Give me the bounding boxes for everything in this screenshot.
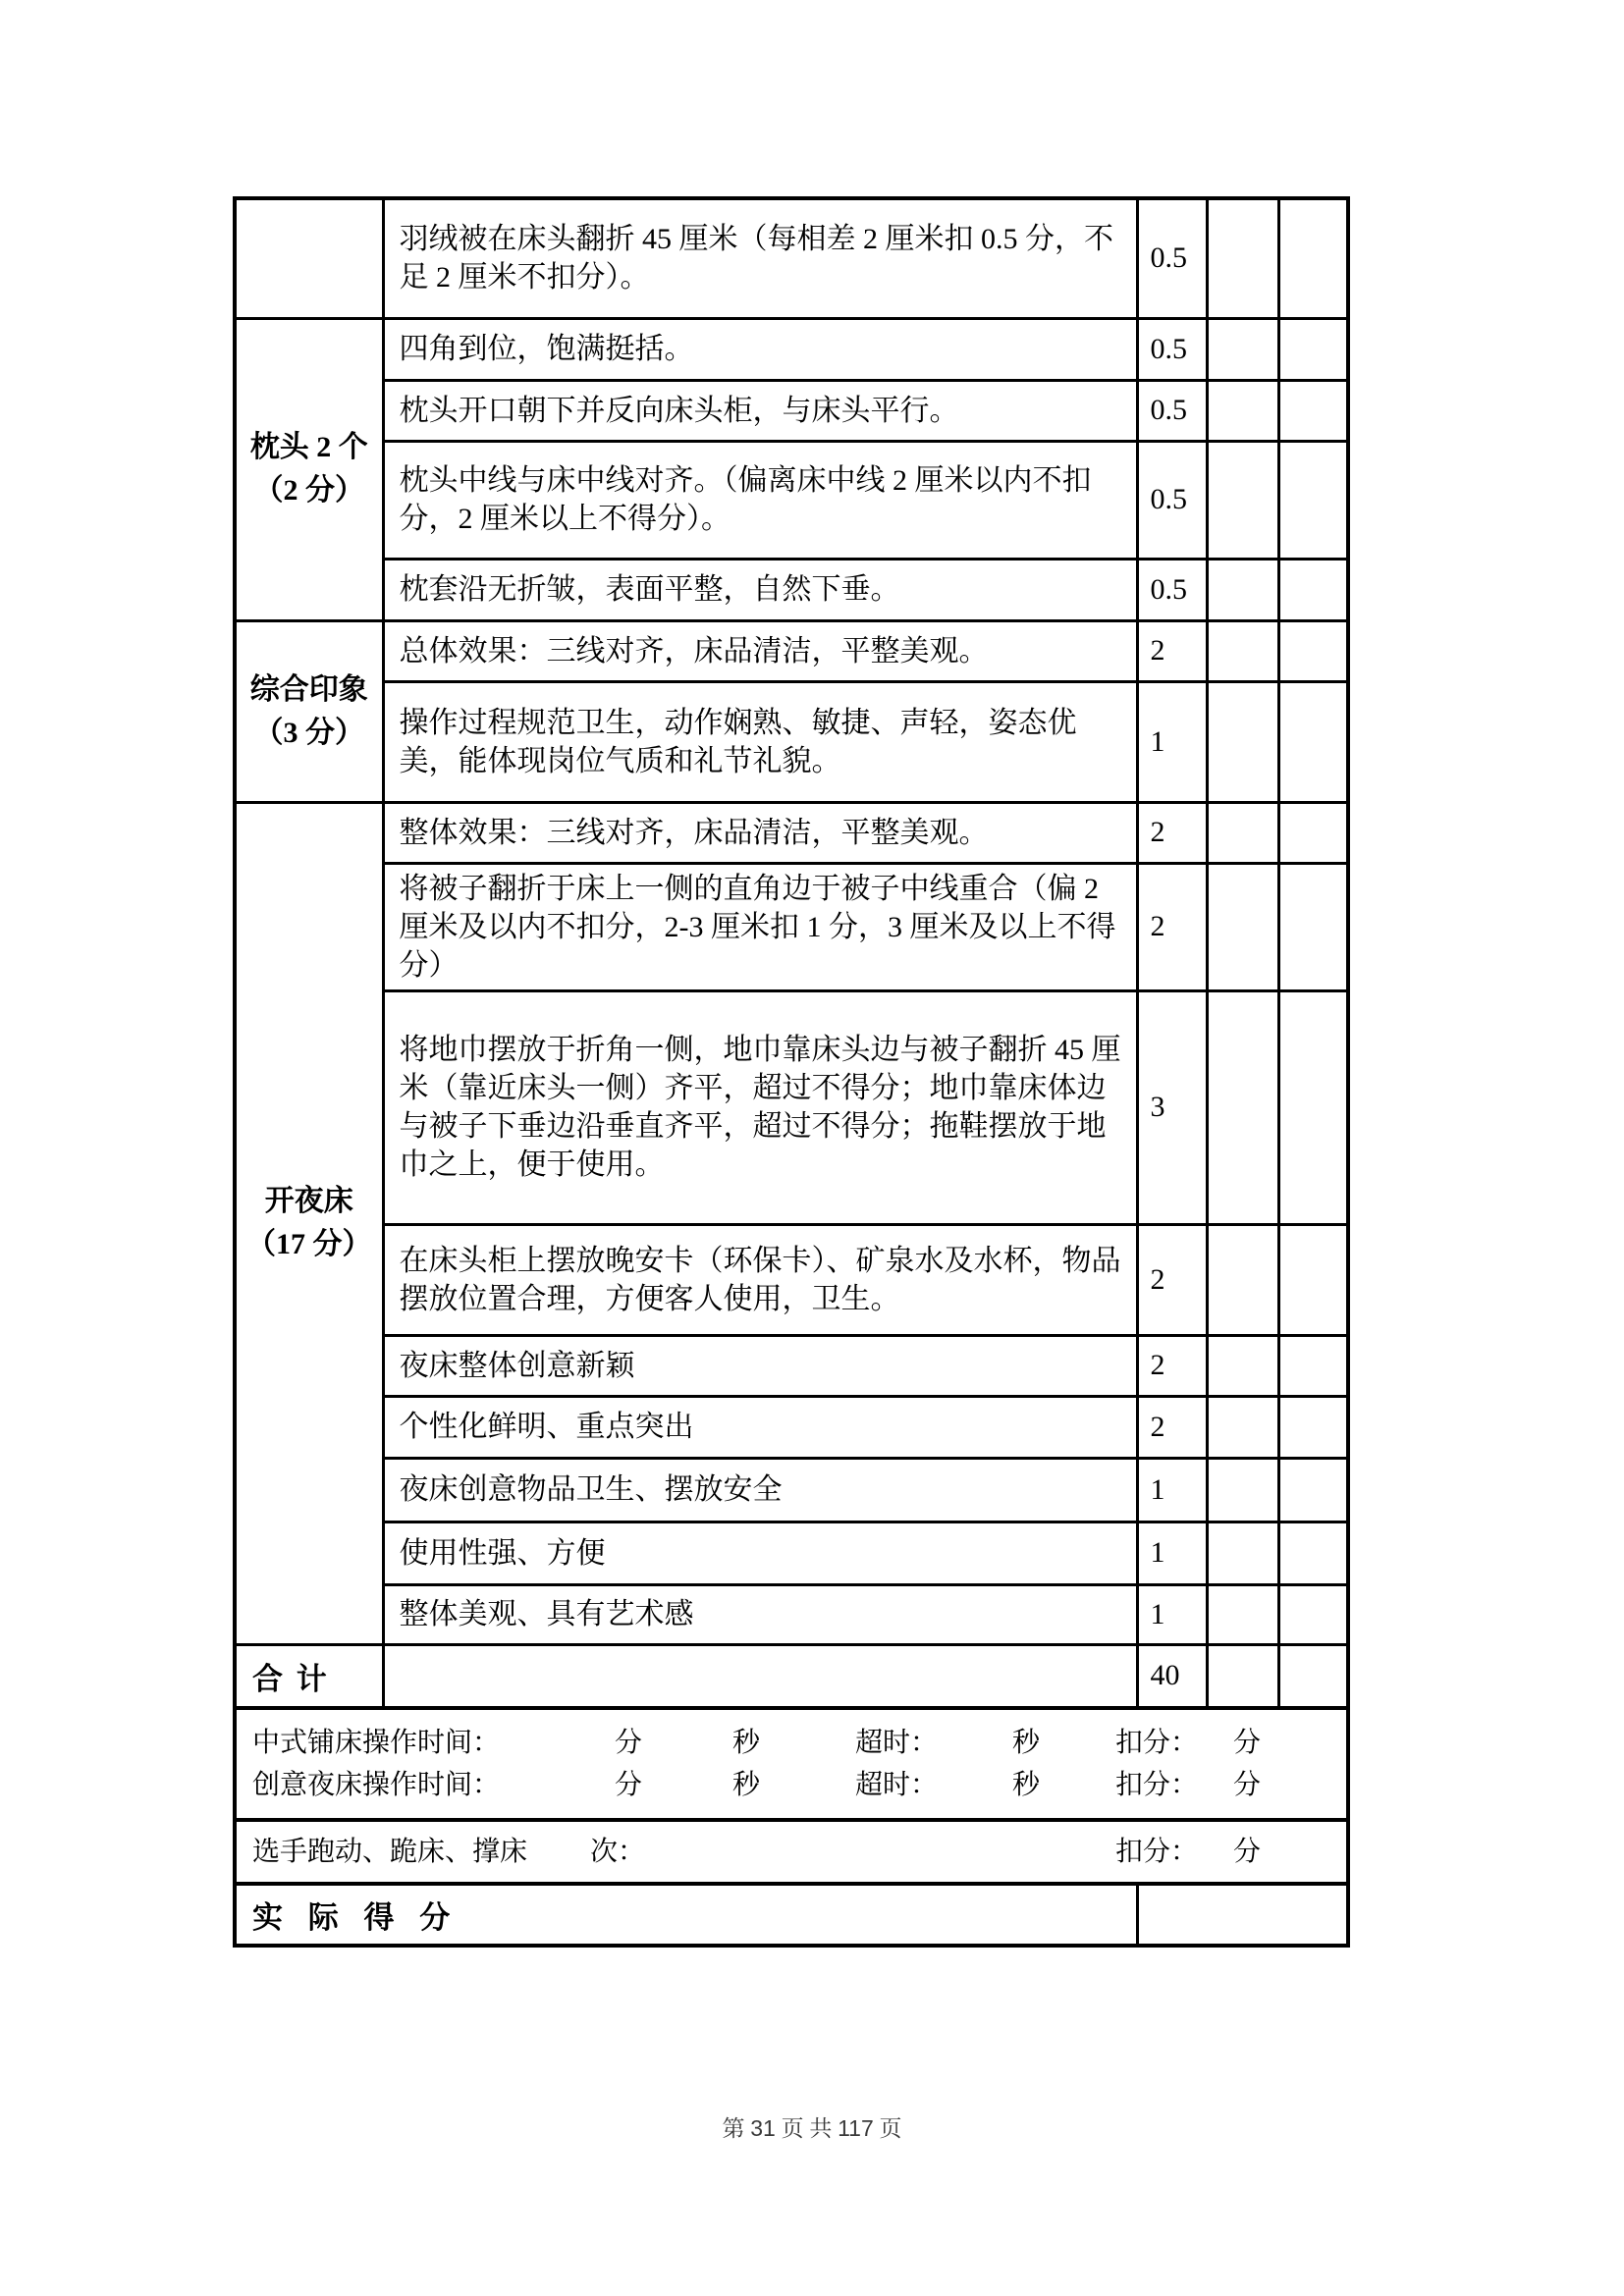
total-empty-cell xyxy=(383,1644,1137,1708)
final-score-value-cell xyxy=(1137,1884,1348,1946)
table-row xyxy=(235,620,1348,681)
judge-score-cell xyxy=(1207,441,1278,559)
judge-score-cell xyxy=(1207,681,1278,802)
judge-score-cell xyxy=(1207,198,1278,318)
remark-cell xyxy=(1278,1644,1348,1708)
penalty-label: 选手跑动、跪床、撑床 xyxy=(252,1837,528,1867)
times-label: 次： xyxy=(590,1837,646,1867)
remark-cell xyxy=(1278,990,1348,1224)
deduction-unit: 分 xyxy=(1233,1728,1262,1758)
remark-cell xyxy=(1278,620,1348,681)
remark-cell xyxy=(1278,1458,1348,1522)
criteria-text: 枕套沿无折皱，表面平整，自然下垂。 xyxy=(383,559,1137,620)
judge-score-cell xyxy=(1207,1644,1278,1708)
score-value: 0.5 xyxy=(1137,380,1207,441)
judge-score-cell xyxy=(1207,380,1278,441)
total-page-number: 117 xyxy=(838,2115,874,2141)
seconds-unit: 秒 xyxy=(732,1770,761,1800)
judge-score-cell xyxy=(1207,620,1278,681)
table-row xyxy=(235,1396,1348,1458)
page-number-footer xyxy=(0,2110,1624,2143)
category-points: （3 分） xyxy=(253,716,364,749)
footer-text: 页 共 xyxy=(781,2116,833,2141)
time-line-chinese-bedmaking xyxy=(237,1722,1346,1764)
table-row xyxy=(235,198,1348,318)
deduction-label: 扣分： xyxy=(1115,1728,1199,1758)
criteria-text: 枕头开口朝下并反向床头柜，与床头平行。 xyxy=(383,380,1137,441)
judge-score-cell xyxy=(1207,559,1278,620)
score-value: 2 xyxy=(1137,1335,1207,1396)
table-row xyxy=(235,990,1348,1224)
table-row xyxy=(235,1335,1348,1396)
criteria-text: 操作过程规范卫生，动作娴熟、敏捷、声轻，姿态优美，能体现岗位气质和礼节礼貌。 xyxy=(383,681,1137,802)
criteria-text: 在床头柜上摆放晚安卡（环保卡）、矿泉水及水杯，物品摆放位置合理，方便客人使用，卫生。 xyxy=(383,1224,1137,1335)
overtime-label: 超时： xyxy=(855,1728,939,1758)
current-page-number: 31 xyxy=(750,2115,776,2141)
score-value: 1 xyxy=(1137,1458,1207,1522)
remark-cell xyxy=(1278,1335,1348,1396)
remark-cell xyxy=(1278,681,1348,802)
remark-cell xyxy=(1278,1224,1348,1335)
time-line-turndown xyxy=(237,1764,1346,1806)
time-label: 中式铺床操作时间： xyxy=(252,1728,501,1758)
penalty-line xyxy=(237,1831,1346,1873)
criteria-text: 将地巾摆放于折角一侧，地巾靠床头边与被子翻折 45 厘米（靠近床头一侧）齐平，超过不得分；地巾靠床体边与被子下垂边沿垂直齐平，超过不得分；拖鞋摆放于地巾之上，便于使用。 xyxy=(383,990,1137,1224)
score-value: 0.5 xyxy=(1137,318,1207,380)
penalty-row xyxy=(235,1820,1348,1884)
minutes-unit: 分 xyxy=(615,1728,643,1758)
score-value: 1 xyxy=(1137,1522,1207,1584)
total-label: 合 计 xyxy=(235,1644,383,1708)
remark-cell xyxy=(1278,318,1348,380)
table-row xyxy=(235,802,1348,863)
remark-cell xyxy=(1278,802,1348,863)
score-value: 1 xyxy=(1137,681,1207,802)
overtime-seconds-unit: 秒 xyxy=(1012,1770,1041,1800)
remark-cell xyxy=(1278,1584,1348,1644)
score-value: 0.5 xyxy=(1137,559,1207,620)
judge-score-cell xyxy=(1207,1584,1278,1644)
criteria-text: 将被子翻折于床上一侧的直角边于被子中线重合（偏 2 厘米及以内不扣分，2-3 厘米扣 1 分，3 厘米及以上不得分） xyxy=(383,863,1137,990)
score-value: 2 xyxy=(1137,620,1207,681)
score-value: 2 xyxy=(1137,802,1207,863)
criteria-text: 夜床创意物品卫生、摆放安全 xyxy=(383,1458,1137,1522)
criteria-text: 整体效果：三线对齐，床品清洁，平整美观。 xyxy=(383,802,1137,863)
deduction-label: 扣分： xyxy=(1115,1837,1199,1867)
total-score-value: 40 xyxy=(1137,1644,1207,1708)
score-value: 1 xyxy=(1137,1584,1207,1644)
remark-cell xyxy=(1278,1396,1348,1458)
judge-score-cell xyxy=(1207,1458,1278,1522)
table-row xyxy=(235,441,1348,559)
footer-text: 页 xyxy=(879,2116,902,2141)
criteria-text: 个性化鲜明、重点突出 xyxy=(383,1396,1137,1458)
table-row xyxy=(235,1458,1348,1522)
score-value: 0.5 xyxy=(1137,441,1207,559)
category-points: （2 分） xyxy=(253,474,364,507)
criteria-text: 羽绒被在床头翻折 45 厘米（每相差 2 厘米扣 0.5 分，不足 2 厘米不扣分）。 xyxy=(383,198,1137,318)
overtime-seconds-unit: 秒 xyxy=(1012,1728,1041,1758)
score-value: 0.5 xyxy=(1137,198,1207,318)
category-cell-impression xyxy=(235,620,383,802)
criteria-text: 枕头中线与床中线对齐。（偏离床中线 2 厘米以内不扣分，2 厘米以上不得分）。 xyxy=(383,441,1137,559)
overtime-label: 超时： xyxy=(855,1770,939,1800)
remark-cell xyxy=(1278,863,1348,990)
total-row xyxy=(235,1644,1348,1708)
scoring-rubric-table xyxy=(233,196,1350,1948)
operation-time-cell xyxy=(235,1708,1348,1820)
operation-time-row xyxy=(235,1708,1348,1820)
final-score-row xyxy=(235,1884,1348,1946)
deduction-unit: 分 xyxy=(1233,1770,1262,1800)
criteria-text: 四角到位，饱满挺括。 xyxy=(383,318,1137,380)
category-points: （17 分） xyxy=(246,1228,372,1260)
table-row xyxy=(235,863,1348,990)
judge-score-cell xyxy=(1207,318,1278,380)
judge-score-cell xyxy=(1207,1522,1278,1584)
category-name: 开夜床 xyxy=(264,1185,353,1217)
minutes-unit: 分 xyxy=(615,1770,643,1800)
table-row xyxy=(235,318,1348,380)
criteria-text: 总体效果：三线对齐，床品清洁，平整美观。 xyxy=(383,620,1137,681)
category-cell-empty xyxy=(235,198,383,318)
remark-cell xyxy=(1278,441,1348,559)
remark-cell xyxy=(1278,380,1348,441)
judge-score-cell xyxy=(1207,1335,1278,1396)
criteria-text: 使用性强、方便 xyxy=(383,1522,1137,1584)
category-name: 枕头 2 个 xyxy=(249,431,368,463)
penalty-cell xyxy=(235,1820,1348,1884)
deduction-unit: 分 xyxy=(1233,1837,1262,1867)
criteria-text: 整体美观、具有艺术感 xyxy=(383,1584,1137,1644)
criteria-text: 夜床整体创意新颖 xyxy=(383,1335,1137,1396)
table-row xyxy=(235,559,1348,620)
time-label: 创意夜床操作时间： xyxy=(252,1770,501,1800)
category-name: 综合印象 xyxy=(249,672,368,706)
category-cell-pillows xyxy=(235,318,383,620)
table-row xyxy=(235,1584,1348,1644)
score-value: 3 xyxy=(1137,990,1207,1224)
seconds-unit: 秒 xyxy=(732,1728,761,1758)
judge-score-cell xyxy=(1207,1396,1278,1458)
table-row xyxy=(235,1522,1348,1584)
remark-cell xyxy=(1278,559,1348,620)
judge-score-cell xyxy=(1207,990,1278,1224)
remark-cell xyxy=(1278,198,1348,318)
deduction-label: 扣分： xyxy=(1115,1770,1199,1800)
table-row xyxy=(235,1224,1348,1335)
table-row xyxy=(235,380,1348,441)
final-score-label: 实 际 得 分 xyxy=(235,1884,1137,1946)
score-value: 2 xyxy=(1137,863,1207,990)
remark-cell xyxy=(1278,1522,1348,1584)
table-row xyxy=(235,681,1348,802)
score-value: 2 xyxy=(1137,1224,1207,1335)
judge-score-cell xyxy=(1207,802,1278,863)
judge-score-cell xyxy=(1207,1224,1278,1335)
judge-score-cell xyxy=(1207,863,1278,990)
footer-text: 第 xyxy=(722,2116,745,2141)
score-value: 2 xyxy=(1137,1396,1207,1458)
category-cell-turndown xyxy=(235,802,383,1644)
